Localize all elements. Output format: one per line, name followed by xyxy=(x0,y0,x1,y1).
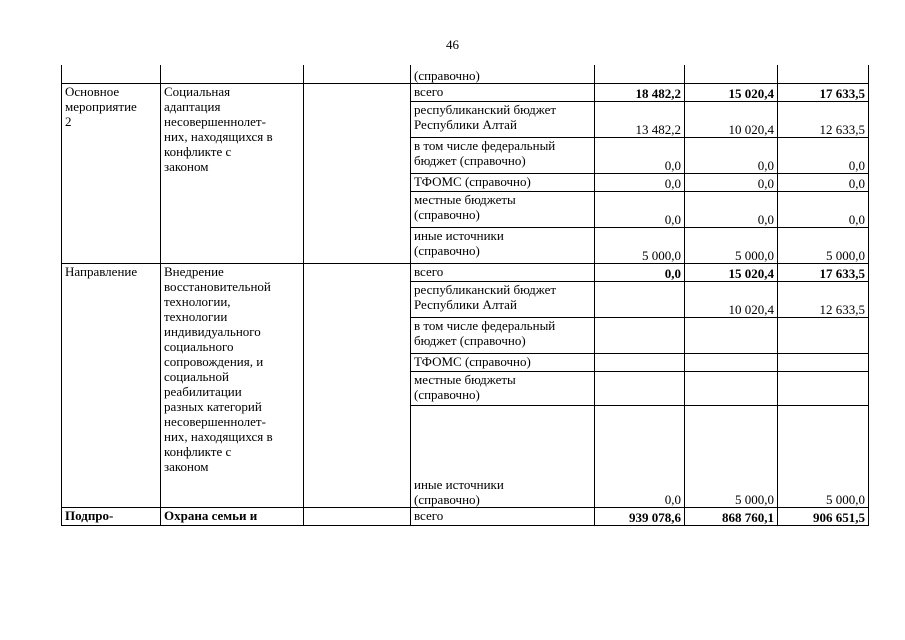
source-cell: (справочно) xyxy=(411,65,595,83)
value-cell: 5 000,0 xyxy=(778,227,869,263)
executor-cell xyxy=(304,507,411,525)
value-cell: 0,0 xyxy=(685,173,778,191)
activity-name-cell: Социальная адаптация несовершеннолет- них, находящихся в конфликте с законом xyxy=(161,83,304,263)
cell-empty xyxy=(778,65,869,83)
source-cell: иные источники (справочно) xyxy=(411,405,595,507)
executor-cell xyxy=(304,263,411,507)
value-cell: 0,0 xyxy=(595,263,685,281)
value-cell: 5 000,0 xyxy=(595,227,685,263)
cell-empty xyxy=(595,65,685,83)
value-cell: 12 633,5 xyxy=(778,101,869,137)
value-cell: 0,0 xyxy=(778,173,869,191)
page-number: 46 xyxy=(446,37,459,52)
value-cell xyxy=(778,371,869,405)
value-cell: 10 020,4 xyxy=(685,281,778,317)
source-cell: местные бюджеты (справочно) xyxy=(411,371,595,405)
value-cell xyxy=(685,353,778,371)
value-cell: 17 633,5 xyxy=(778,83,869,101)
cell-empty xyxy=(685,65,778,83)
value-cell xyxy=(685,317,778,353)
cell-empty xyxy=(62,65,161,83)
source-cell: ТФОМС (справочно) xyxy=(411,173,595,191)
value-cell: 12 633,5 xyxy=(778,281,869,317)
activity-type-cell: Основное мероприятие 2 xyxy=(62,83,161,263)
source-cell: всего xyxy=(411,263,595,281)
budget-table xyxy=(61,65,869,526)
source-cell: ТФОМС (справочно) xyxy=(411,353,595,371)
value-cell: 13 482,2 xyxy=(595,101,685,137)
value-cell xyxy=(595,281,685,317)
source-cell: республиканский бюджет Республики Алтай xyxy=(411,281,595,317)
value-cell: 15 020,4 xyxy=(685,83,778,101)
value-cell xyxy=(595,317,685,353)
value-cell xyxy=(778,317,869,353)
value-cell: 15 020,4 xyxy=(685,263,778,281)
source-cell: иные источники (справочно) xyxy=(411,227,595,263)
value-cell: 0,0 xyxy=(595,191,685,227)
activity-name-cell: Охрана семьи и xyxy=(161,507,304,525)
value-cell xyxy=(595,371,685,405)
value-cell: 906 651,5 xyxy=(778,507,869,525)
value-cell: 0,0 xyxy=(595,173,685,191)
value-cell: 0,0 xyxy=(685,137,778,173)
source-cell: всего xyxy=(411,83,595,101)
value-cell: 5 000,0 xyxy=(685,405,778,507)
activity-name-cell: Внедрение восстановительной технологии, технологии индивидуального социального сопровождения, и социальной реабилитации разных категорий несовершеннолет- них, находящихся в конфликте с законом xyxy=(161,263,304,507)
value-cell xyxy=(685,371,778,405)
source-cell: всего xyxy=(411,507,595,525)
value-cell xyxy=(778,353,869,371)
activity-type-cell: Направление xyxy=(62,263,161,507)
cell-empty xyxy=(304,65,411,83)
cell-empty xyxy=(161,65,304,83)
value-cell: 0,0 xyxy=(778,191,869,227)
executor-cell xyxy=(304,83,411,263)
source-cell: республиканский бюджет Республики Алтай xyxy=(411,101,595,137)
source-cell: в том числе федеральный бюджет (справочно) xyxy=(411,317,595,353)
value-cell xyxy=(595,353,685,371)
table-row xyxy=(62,507,869,525)
value-cell: 0,0 xyxy=(595,405,685,507)
value-cell: 10 020,4 xyxy=(685,101,778,137)
value-cell: 18 482,2 xyxy=(595,83,685,101)
value-cell: 5 000,0 xyxy=(685,227,778,263)
value-cell: 0,0 xyxy=(685,191,778,227)
value-cell: 5 000,0 xyxy=(778,405,869,507)
table-row xyxy=(62,83,869,101)
table-row xyxy=(62,263,869,281)
source-cell: местные бюджеты (справочно) xyxy=(411,191,595,227)
value-cell: 17 633,5 xyxy=(778,263,869,281)
table-row xyxy=(62,65,869,83)
source-cell: в том числе федеральный бюджет (справочно) xyxy=(411,137,595,173)
value-cell: 939 078,6 xyxy=(595,507,685,525)
activity-type-cell: Подпро- xyxy=(62,507,161,525)
value-cell: 0,0 xyxy=(595,137,685,173)
value-cell: 0,0 xyxy=(778,137,869,173)
value-cell: 868 760,1 xyxy=(685,507,778,525)
